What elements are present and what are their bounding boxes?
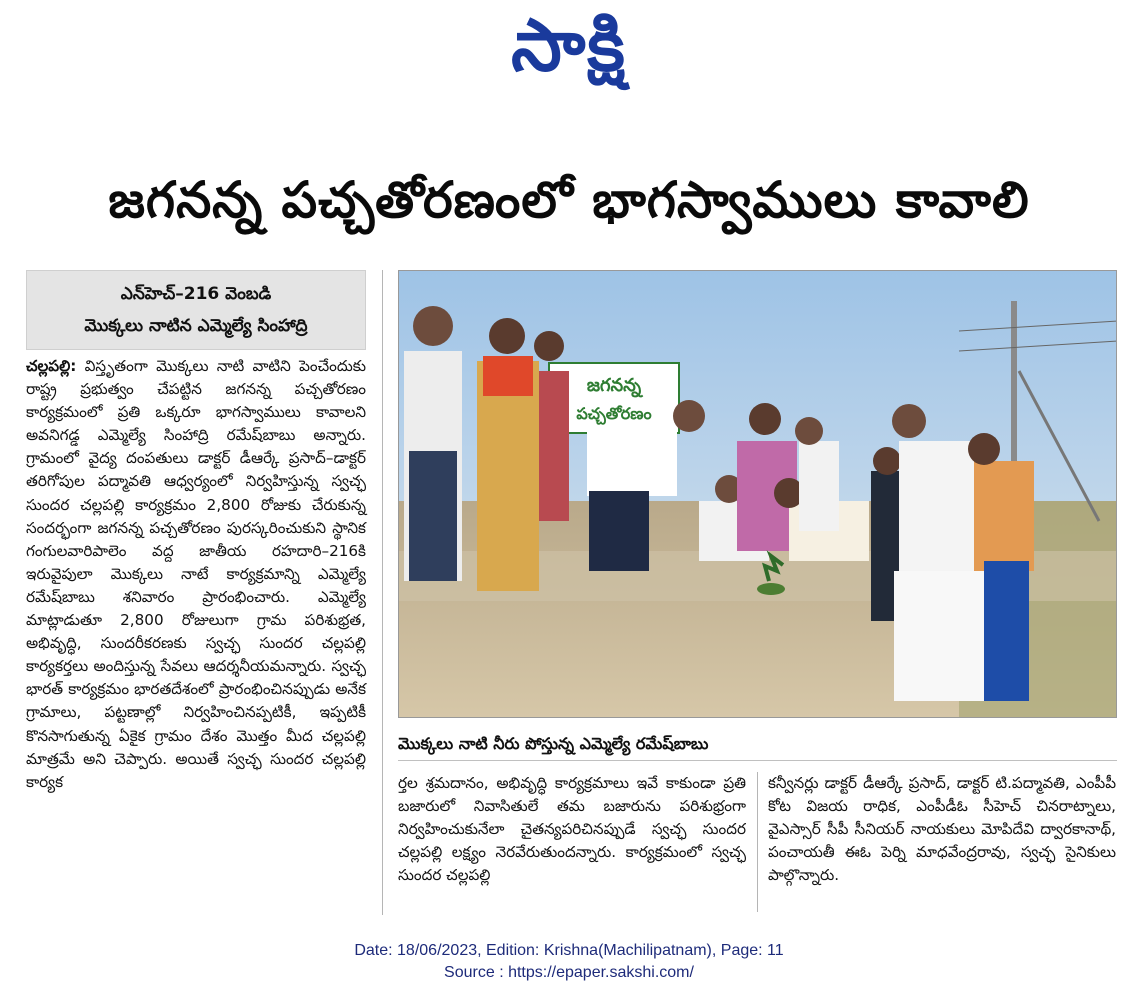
column-1-text: విస్తృతంగా మొక్కలు నాటి వాటిని పెంచేందుకు రాష్ట్ర ప్రభుత్వం చేపట్టిన జగనన్న పచ్చతోరణం కార్యక్రమంలో ప్రతి ఒక్కరూ భాగస్వాములు కావాలని అవనిగడ్డ ఎమ్మెల్యే సింహాద్రి రమేష్‌బాబు అన్నారు. గ్రామంలో వైద్య దంపతులు డాక్టర్‌ డీఆర్కే ప్రసాద్‌–డాక్టర్‌ తరిగోపుల పద్మావతి ఆధ్వర్యంలో నిర్వహిస్తున్న స్వచ్ఛ సుందర చల్లపల్లి కార్యక్రమం 2,800 రోజుకు చేరుకున్న సందర్భంగా జగనన్న పచ్చతోరణం పురస్కరించుకుని స్థానిక గంగులవారిపాలెం వద్ద జాతీయ రహదారి–216కి ఇరువైపులా మొక్కలు నాటే కార్యక్రమాన్ని ఎమ్మెల్యే రమేష్‌బాబు శనివారం ప్రారంభించారు. ఎమ్మెల్యే మాట్లాడుతూ 2,800 రోజులుగా గ్రామ పరిశుభ్రత, అభివృద్ధి, సుందరీకరణకు స్వచ్ఛ సుందర చల్లపల్లి కార్యకర్తలు అందిస్తున్న సేవలు ఆదర్శనీయమన్నారు. స్వచ్ఛ భారత్‌ కార్యక్రమం భారతదేశంలో ప్రారంభించినప్పుడు అనేక గ్రామాలు, పట్టణాల్లో నిర్వహించినప్పటికీ, ఇప్పటికీ కొనసాగుతున్న ఏకైక గ్రామం దేశం మొత్తం మీద చల్లపల్లి మాత్రమే అని చెప్పారు. అయితే స్వచ్ఛ సుందర చల్లపల్లి కార్యక (26, 357, 366, 791)
masthead-logo (0, 3, 1138, 102)
dateline: చల్లపల్లి: (26, 357, 77, 375)
article-column-3 (768, 772, 1116, 912)
banner-text-2: పచ్చతోరణం (576, 404, 652, 423)
article-column-1 (26, 355, 366, 915)
footer-source-line: Source : https://epaper.sakshi.com/ (444, 964, 694, 981)
article-column-2 (398, 772, 746, 912)
subhead-line-2: మొక్కలు నాటిన ఎమ్మెల్యే సింహాద్రి (84, 316, 308, 336)
article-photo (398, 270, 1117, 718)
logo-text: సాక్షి (511, 3, 627, 87)
column-divider (757, 772, 758, 912)
photo-illustration (399, 271, 1117, 718)
subhead-line-1: ఎన్‌హెచ్‌–216 వెంబడి (120, 284, 272, 304)
column-3-text: కన్వీనర్లు డాక్టర్‌ డీఆర్కే ప్రసాద్‌, డాక్టర్‌ టి.పద్మావతి, ఎంపీపీ కోట విజయ రాధిక, ఎంపీడీఓ సీహెచ్‌ చినరాట్నాలు, వైఎస్సార్‌ సీపీ సీనియర్‌ నాయకులు మోపిదేవి ద్వారకానాథ్‌, పంచాయతీ ఈఓ పెర్ని మాధవేంద్రరావు, స్వచ్ఛ సైనికులు పాల్గొన్నారు. (768, 774, 1116, 885)
subhead-box (26, 270, 366, 350)
footer (0, 940, 1138, 984)
article-headline: జగనన్న పచ్చతోరణంలో భాగస్వాములు కావాలి (108, 171, 1030, 229)
column-divider (382, 270, 383, 915)
banner-text-1: జగనన్న (586, 375, 642, 396)
column-2-text: ర్తల శ్రమదానం, అభివృద్ధి కార్యక్రమాలు ఇవే కాకుండా ప్రతి బజారులో నివాసితులే తమ బజారును పరిశుభ్రంగా నిర్వహించుకునేలా చైతన్యపరిచినప్పుడే స్వచ్ఛ సుందర చల్లపల్లి లక్ష్యం నెరవేరుతుందన్నారు. కార్యక్రమంలో స్వచ్ఛ సుందర చల్లపల్లి (398, 774, 746, 885)
photo-caption: మొక్కలు నాటి నీరు పోస్తున్న ఎమ్మెల్యే రమేష్‌బాబు (398, 728, 1117, 761)
footer-date-line: Date: 18/06/2023, Edition: Krishna(Machilipatnam), Page: 11 (354, 942, 784, 959)
